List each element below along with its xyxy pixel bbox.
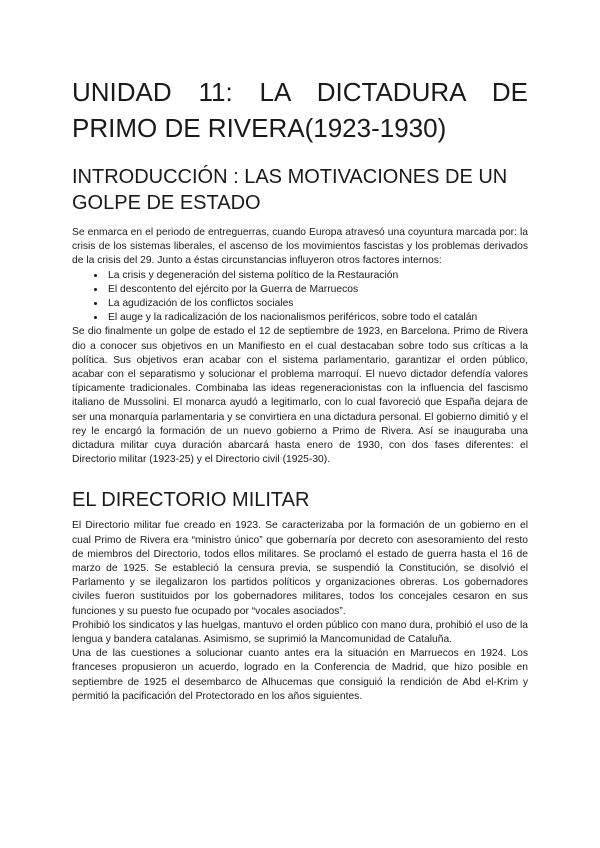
- intro-paragraph: Se enmarca en el periodo de entreguerras, cuando Europa atravesó una coyuntura marcada por: la crisis de los sistemas liberales, el ascenso de los movimientos fascistas y los problemas derivados de la crisis del 29. Junto a éstas circunstancias influyeron otros factores internos:: [72, 227, 528, 267]
- list-item: • El auge y la radicalización de los nacionalismos periféricos, sobre todo el catalán: [106, 311, 528, 325]
- factors-list: [72, 269, 528, 326]
- body-paragraph: Prohibió los sindicatos y las huelgas, mantuvo el orden público con mano dura, prohibió el uso de la lengua y bandera catalanas. Asimismo, se suprimió la Mancomunidad de Cataluña.: [72, 619, 528, 646]
- list-item: • El descontento del ejército por la Guerra de Marruecos: [106, 283, 528, 297]
- list-item: • La agudización de los conflictos sociales: [106, 297, 528, 311]
- section-heading-directorio-militar: EL DIRECTORIO MILITAR: [72, 489, 310, 512]
- section-heading-introduccion: INTRODUCCIÓN : LAS MOTIVACIONES DE UN GOLPE DE ESTADO: [72, 166, 508, 214]
- body-paragraph: El Directorio militar fue creado en 1923. Se caracterizaba por la formación de un gobierno en el cual Primo de Rivera era “ministro único” que gobernaría por decreto con asesoramiento del resto de miembros del Directorio, todos ellos militares. Se proclamó el estado de guerra hasta el 16 de marzo de 1925. Se estableció la censura previa, se suspendió la Constitución, se disolvió el Parlamento y se ilegalizaron los partidos políticos y organizaciones obreras. Los gobernadores civiles fueron sustituidos por los gobernadores militares, todos los concejales cesaron en sus funciones y su puesto fue ocupado por “vocales asociados”.: [72, 520, 528, 617]
- body-paragraph: Se dio finalmente un golpe de estado el 12 de septiembre de 1923, en Barcelona. Primo de Rivera dio a conocer sus objetivos en un Manifiesto en el cual destacaban sobre todo sus críticas a la política. Sus objetivos eran acabar con el sistema parlamentario, garantizar el orden público, acabar con el separatismo y solucionar el problema marroquí. El nuevo dictador defendía valores típicamente tradicionales. Combinaba las ideas regeneracionistas con la influencia del fascismo italiano de Mussolini. El monarca ayudó a legitimarlo, con lo cual favoreció que España dejara de ser una monarquía parlamentaria y se convirtiera en una dictadura personal. El gobierno dimitió y el rey le encargó la formación de un nuevo gobierno a Primo de Rivera. Así se inauguraba una dictadura militar cuya duración abarcará hasta enero de 1930, con dos fases diferentes: el Directorio militar (1923-25) y el Directorio civil (1925-30).: [72, 326, 528, 466]
- page-title: UNIDAD 11: LA DICTADURA DE PRIMO DE RIVERA(1923-1930): [72, 77, 528, 143]
- body-paragraph: Una de las cuestiones a solucionar cuanto antes era la situación en Marruecos en 1924. Los franceses propusieron un acuerdo, logrado en la Conferencia de Madrid, que hizo posible en septiembre de 1925 el desembarco de Alhucemas que consiguió la rendición de Abd el-Krim y permitió la pacificación del Protectorado en los años siguientes.: [72, 648, 528, 702]
- list-item: • La crisis y degeneración del sistema político de la Restauración: [106, 269, 528, 283]
